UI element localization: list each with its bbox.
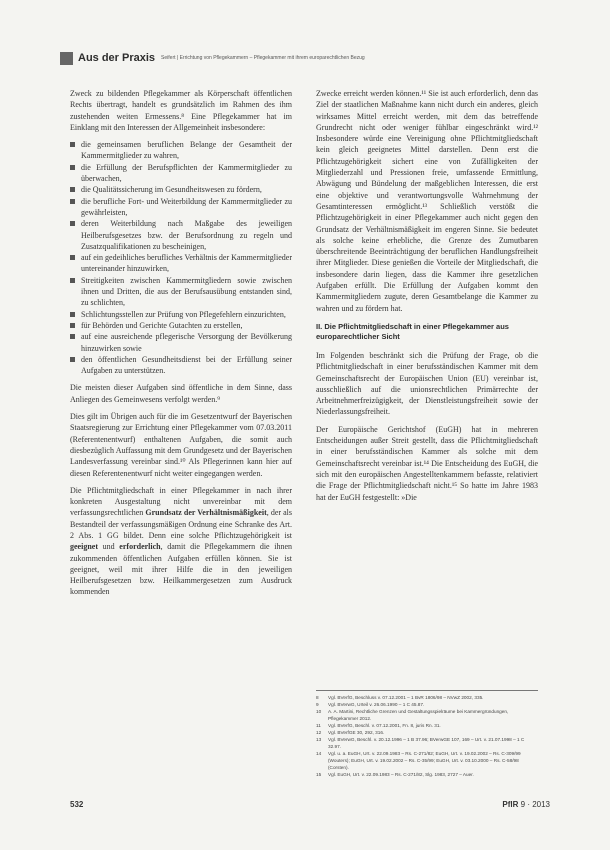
issue-number: 9 · 2013 bbox=[520, 800, 550, 809]
list-item: die Qualitätssicherung im Gesundheitswesen zu fördern, bbox=[70, 184, 292, 195]
list-item: Streitigkeiten zwischen Kammermitgliedern sowie zwischen ihnen und Dritten, die aus der Berufsausübung entstanden sind, zu schlichten, bbox=[70, 275, 292, 309]
section-heading: II. Die Pflichtmitgliedschaft in einer Pflegekammer aus europarechtlicher Sicht bbox=[316, 321, 509, 341]
paragraph-continuation: Zwecke erreicht werden können.¹¹ Sie ist auch erforderlich, denn das Ziel der staatlichen Maßnahme kann nicht durch ein anderes, gleich wirksames Mittel erreicht werden, mit dem das betreffende Grundrecht nicht oder weniger fühlbar eingeschränkt wird.¹² Insbesondere würde eine Vereinigung ohne Pflichtmitgliedschaft kein gleich geeignetes Mittel darstellen. Denn erst die Pflichtzugehörigkeit sichert eine von Zufälligkeiten der Mitgliederzahl und Pressionen freie, umfassende Ermittlung, Abwägung und Bündelung der maßgeblichen Interessen, die erst eine objektive und verantwortungsvolle Wahrnehmung der Gesamtinteressen ermöglicht.¹³ Schließlich verstößt die Pflichtzugehörigkeit in einer Pflegekammer auch nicht gegen den Grundsatz der Verhältnismäßigkeit im engeren Sinne. Sie bedeutet als solche keine erhebliche, die Grenze des Zumutbaren überschreitende Beeinträchtigung der beruflichen Handlungsfreiheit ihrer Mitglieder. Diese genießen die Vorteile der Mitgliedschaft, die insbesondere darin liegen, dass die Kammer ihre gesetzlichen Aufgaben erfüllt. Die Erfüllung der Aufgaben kommt den Kammermitgliedern zugute, deren Gesamtbelange die Kammer zu wahren und zu fördern hat. bbox=[316, 89, 538, 313]
footnote: 9 Vgl. BVerwG, Urteil v. 26.06.1990 – 1 C 45.87. bbox=[316, 702, 425, 707]
list-item: Schlichtungsstellen zur Prüfung von Pflegefehlern einzurichten, bbox=[70, 309, 292, 320]
paragraph-proportionality: Die Pflichtmitgliedschaft in einer Pflegekammer in nach ihrer konkreten Ausgestaltung nicht unvereinbar mit dem verfassungsrechtlichen Grundsatz der Verhältnismäßigkeit, der als Bestandteil der verfassungsmäßigen Ordnung eine Schranke des Art. 2 Abs. 1 GG bildet. Denn eine solche Pflichtzugehörigkeit ist geeignet und erforderlich, damit die Pflegekammern die ihnen zukommenden öffentlichen Aufgaben erfüllen können. Sie ist geeignet, weil mit ihrer Hilfe die in den jeweiligen Heilberufsgesetzen bzw. Heilkammergesetzen zum Ausdruck kommenden bbox=[70, 485, 293, 597]
footnote: 14 Vgl. u. a. EuGH, Urt. v. 22.09.1983 – Rs. C-271/82; EuGH, Urt. v. 19.02.2002 – Rs. C-309/99 (Wouters); EuGH, Urt. v. 19.02.2002 – Rs. C-35/99; EuGH, Urt. v. 03.10.2000 – Rs. C-58/98 (Corsten). bbox=[316, 751, 521, 770]
list-item: deren Weiterbildung nach Maßgabe des jeweiligen Heilberufsgesetzes bzw. der Berufsordnung zu regeln und Zusatzqualifikationen zu bescheinigen, bbox=[70, 218, 292, 252]
footnote: 15 Vgl. EuGH, Urt. v. 22.09.1983 – Rs. C-271/82, Slg. 1983, 2727 – Auer. bbox=[316, 772, 474, 777]
bullet-square-icon bbox=[70, 323, 75, 328]
journal-name: PflR bbox=[502, 800, 519, 809]
emphasis-proportionality: Grundsatz der Verhältnismäßigkeit bbox=[145, 508, 267, 518]
intro-paragraph: Zweck zu bildenden Pflegekammer als Körperschaft öffentlichen Rechts übertragt, handelt es grundsätzlich im Rahmen des ihm zustehenden weiten Ermessens.⁸ Eine Pflegekammer hat im Einklang mit den Interessen der Allgemeinheit insbesondere: bbox=[70, 89, 292, 132]
journal-issue bbox=[502, 800, 550, 809]
paragraph-eugh: Der Europäische Gerichtshof (EuGH) hat in mehreren Entscheidungen außer Streit gestellt, dass die Pflichtmitgliedschaft in einer berufsständischen Kammer als solche mit dem Gemeinschaftsrecht vereinbar ist.¹⁴ Die Entscheidung des EuGH, die sich mit den europäischen Angestelltenkammern befasste, relativiert die Frage der Pflichtmitgliedschaft nicht.¹⁵ So hatte im Jahre 1983 hat der EuGH festgestellt: »Die bbox=[316, 424, 538, 502]
list-item: auf ein gedeihliches berufliches Verhältnis der Kammermitglieder untereinander hinzuwirken, bbox=[70, 252, 292, 275]
list-item: die berufliche Fort- und Weiterbildung der Kammermitglieder zu gewährleisten, bbox=[70, 196, 292, 219]
emphasis-suitable: geeignet bbox=[70, 542, 98, 552]
footnote: 10 A. A. Martini, Rechtliche Grenzen und Gestaltungsspielräume bei Kammergründungen, Pflegekammer 2012. bbox=[316, 709, 509, 721]
section-title: Aus der Praxis bbox=[78, 52, 156, 64]
right-column bbox=[316, 88, 538, 509]
list-item: den öffentlichen Gesundheitsdienst bei der Erfüllung seiner Aufgaben zu unterstützen. bbox=[70, 354, 292, 377]
footnote: 12 Vgl. BVerfGE 30, 292, 316. bbox=[316, 730, 385, 735]
section-marker bbox=[60, 52, 73, 65]
running-header bbox=[60, 50, 570, 66]
list-item: die Erfüllung der Berufspflichten der Kammermitglieder zu überwachen, bbox=[70, 162, 292, 185]
bullet-square-icon bbox=[70, 278, 75, 283]
bullet-square-icon bbox=[70, 357, 75, 362]
bullet-square-icon bbox=[70, 312, 75, 317]
emphasis-necessary: erforderlich bbox=[119, 542, 161, 552]
bullet-square-icon bbox=[70, 334, 75, 339]
footnote: 13 Vgl. BVerwG, Beschl. v. 20.12.1996 – 1 B 37.96; BVerwGE 107, 169 – Urt. v. 21.07.1998 – 1 C 32.97. bbox=[316, 737, 525, 749]
footnotes bbox=[316, 690, 538, 778]
bullet-square-icon bbox=[70, 142, 75, 147]
task-list bbox=[70, 139, 292, 376]
bullet-square-icon bbox=[70, 255, 75, 260]
paragraph-bavaria: Dies gilt im Übrigen auch für die im Gesetzentwurf der Bayerischen Staatsregierung zur Errichtung einer Pflegekammer vom 07.03.2011 (Referentenentwurf) enthaltenen Aufgaben, die somit auch diesbezüglich Auffassung mit dem Grundgesetz und der Bayerischen Landesverfassung vereinbar sind.¹⁰ Als Pflegerinnen kann hier auf diesen Referentenentwurf nicht weiter eingegangen werden. bbox=[70, 412, 292, 478]
list-item: für Behörden und Gerichte Gutachten zu erstellen, bbox=[70, 320, 292, 331]
left-column bbox=[70, 88, 292, 604]
list-item: die gemeinsamen beruflichen Belange der Gesamtheit der Kammermitglieder zu wahren, bbox=[70, 139, 292, 162]
bullet-square-icon bbox=[70, 165, 75, 170]
list-item: auf eine ausreichende pflegerische Versorgung der Bevölkerung hinzuwirken sowie bbox=[70, 331, 292, 354]
paragraph-public-tasks: Die meisten dieser Aufgaben sind öffentliche in dem Sinne, dass Anliegen des Gemeinwesens verfolgt werden.⁹ bbox=[70, 383, 292, 404]
page-number: 532 bbox=[70, 800, 84, 809]
bullet-square-icon bbox=[70, 199, 75, 204]
footnote: 11 Vgl. BVerfG, Beschl. v. 07.12.2001, Fn. 8, juris Rn. 31. bbox=[316, 723, 441, 728]
bullet-square-icon bbox=[70, 187, 75, 192]
paragraph-eu-scope: Im Folgenden beschränkt sich die Prüfung der Frage, ob die Pflichtmitgliedschaft in einer berufsständischen Kammer mit dem Gemeinschaftsrecht der Europäischen Union (EU) vereinbar ist, ausschließlich auf die unionsrechtlichen Primärrechte der Arbeitnehmerfreizügigkeit, der Dienstleistungsfreiheit sowie der Niederlassungsfreiheit. bbox=[316, 350, 538, 417]
footnote: 8 Vgl. BVerfG, Beschluss v. 07.12.2001 – 1 BvR 1806/98 – NVwZ 2002, 335. bbox=[316, 695, 484, 700]
bullet-square-icon bbox=[70, 221, 75, 226]
running-title: Seifert | Errichtung von Pflegekammern – Pflegekammer mit ihrem europarechtlichen Bezug bbox=[161, 55, 365, 61]
